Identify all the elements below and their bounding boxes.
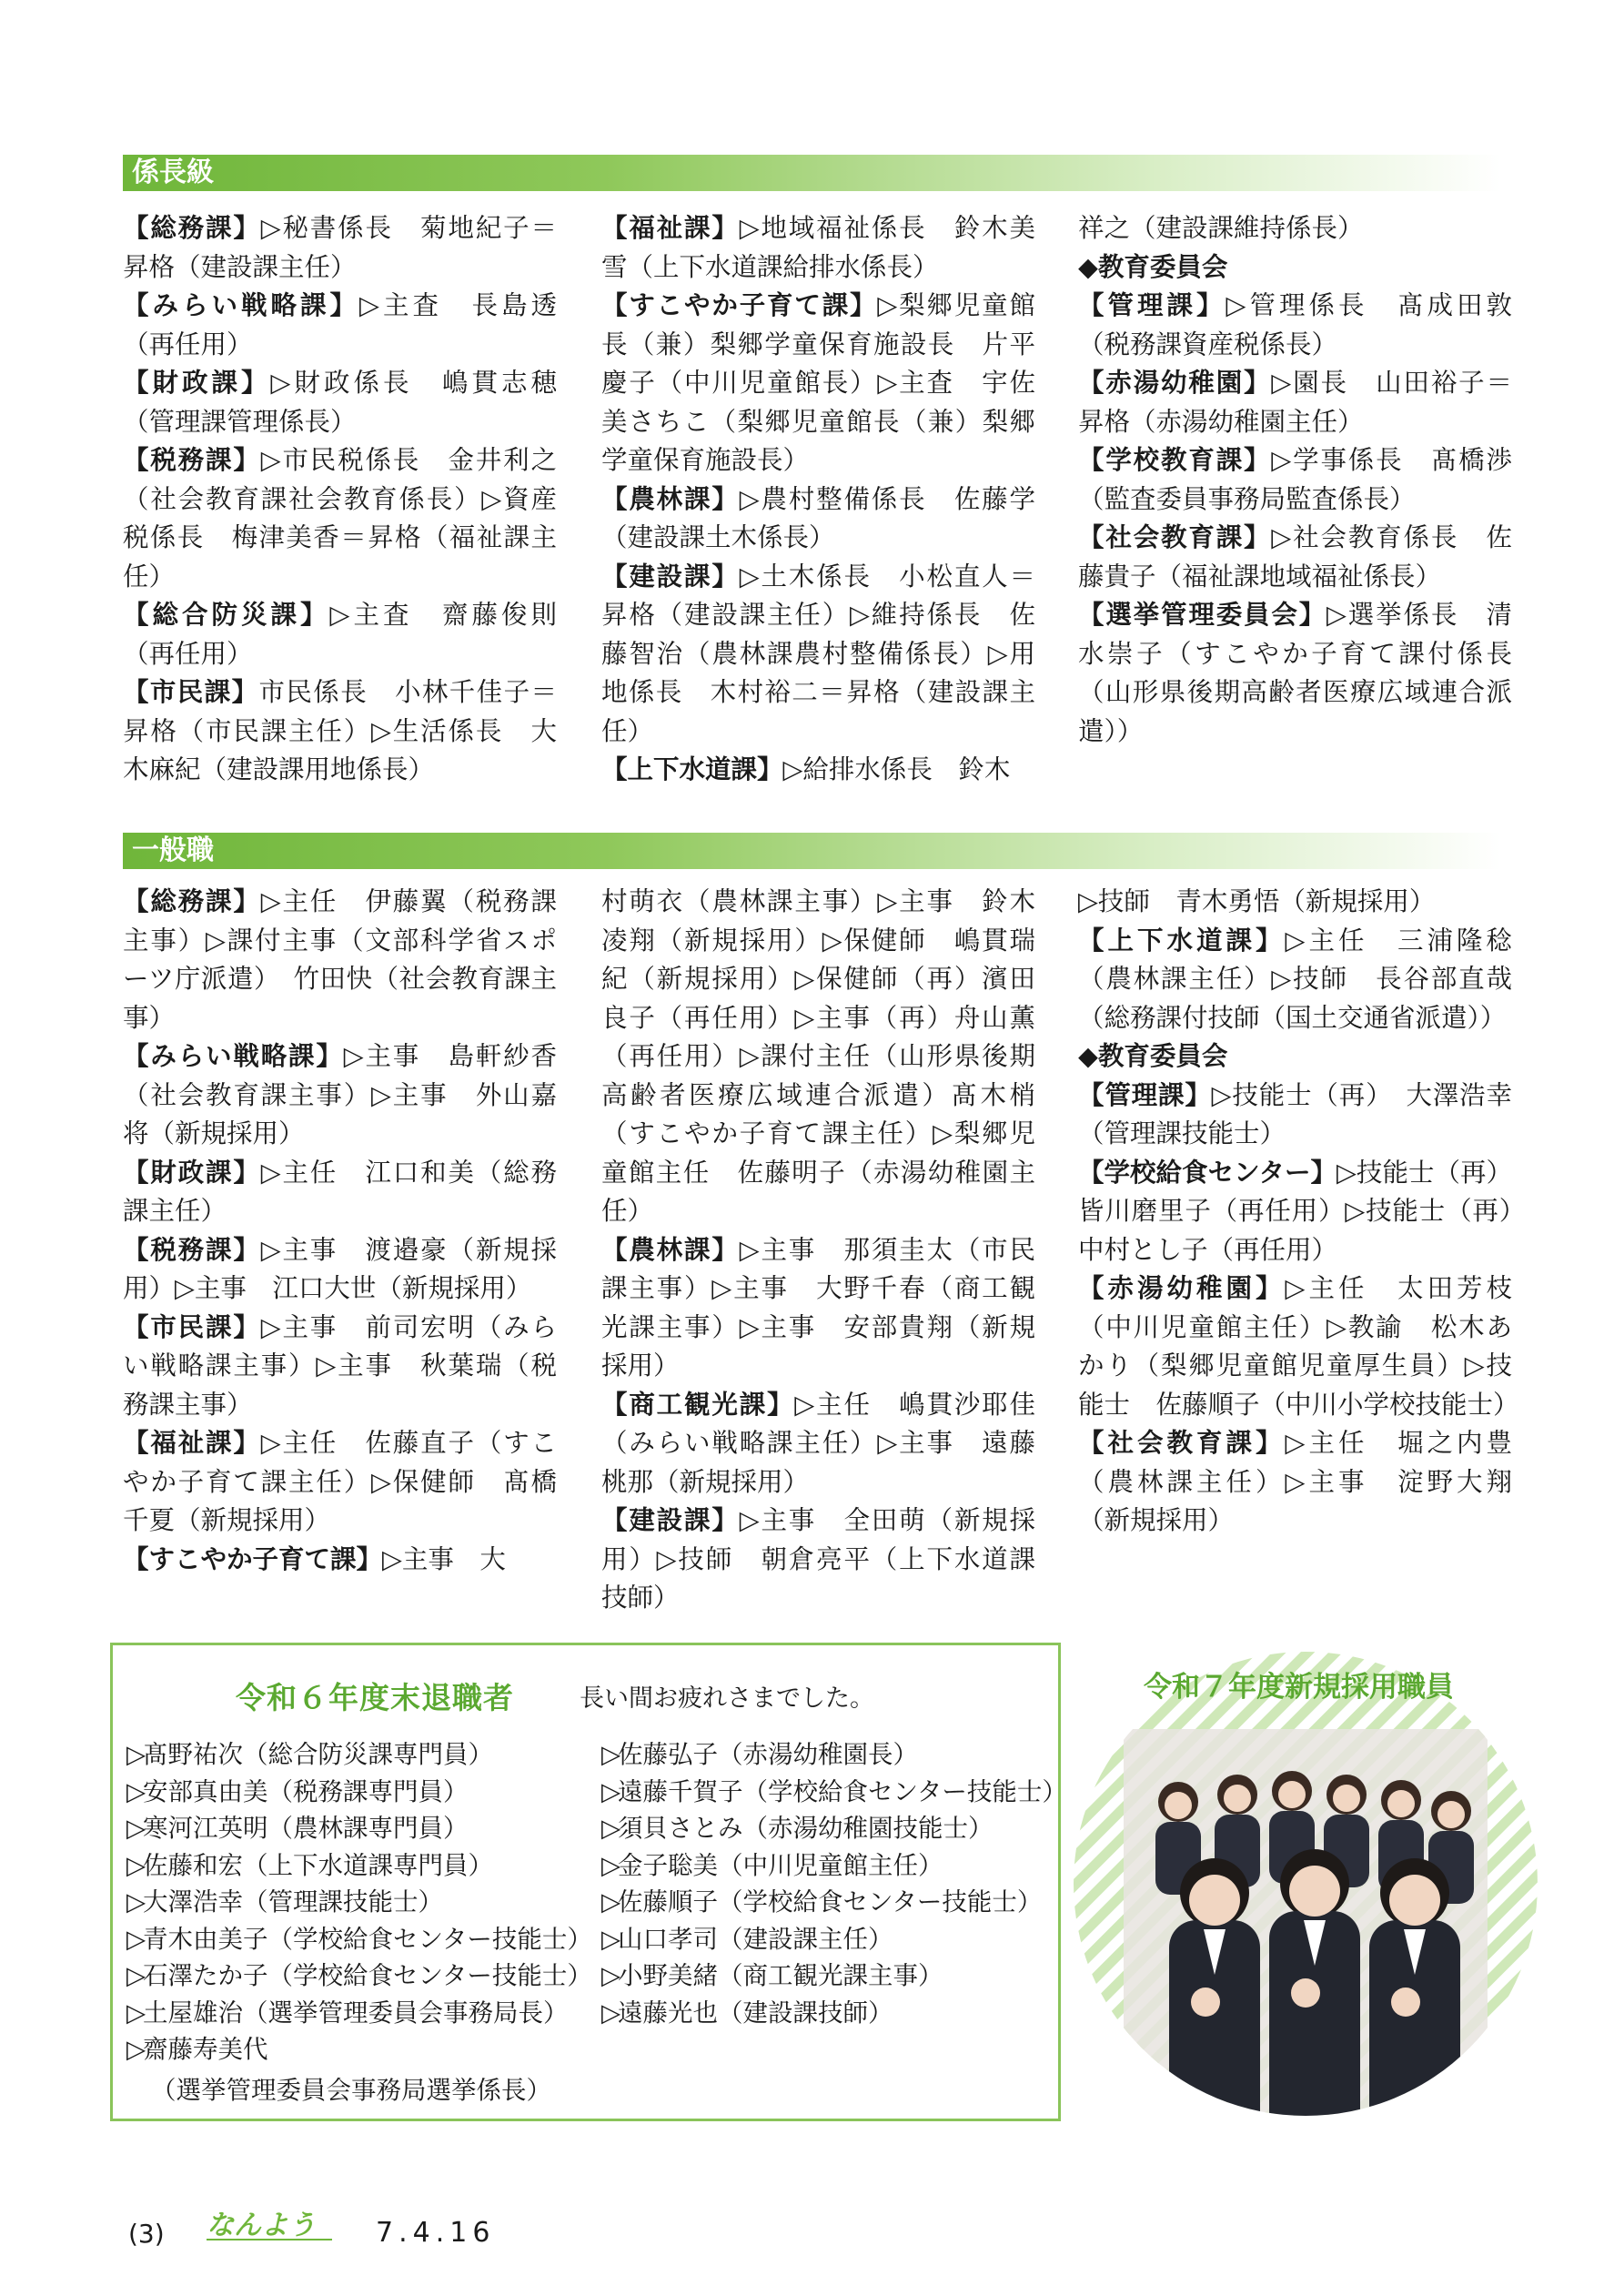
new-hires-photo-area: [1069, 1629, 1533, 2139]
department-label: 【社会教育課】: [1078, 522, 1272, 552]
entry-text: ▷主事 前司宏明（みらい戦略課主事）▷主事 秋葉瑞（税務課主事）: [123, 1311, 557, 1420]
entry-text: ▷主任 伊藤翼（税務課主事）▷課付主事（文部科学省スポーツ庁派遣） 竹田快（社会教育課主事）: [123, 886, 557, 1033]
retiree-name: 寒河江英明（農林課専門員）: [143, 1814, 469, 1843]
retiree-name: 山口孝司（建設課主任）: [618, 1924, 893, 1954]
personnel-entry: [601, 558, 1035, 752]
entry-text: ▷社会教育係長 佐藤貴子（福祉課地域福祉係長）: [1078, 522, 1512, 592]
department-label: 【上下水道課】: [1078, 925, 1286, 956]
retiree-name: 齋藤寿美代: [143, 2035, 268, 2064]
department-label: 【市民課】: [123, 677, 259, 707]
triangle-bullet-icon: ▷: [126, 1998, 146, 2028]
triangle-bullet-icon: ▷: [601, 1961, 621, 1990]
entry-text: ▷梨郷児童館長（兼）梨郷学童保育施設長 片平慶子（中川児童館長）▷主査 宇佐美さちこ（梨郷児童館長（兼）梨郷学童保育施設長）: [601, 290, 1035, 475]
retiree-item: [601, 1957, 1067, 1995]
department-label: 【みらい戦略課】: [123, 290, 360, 320]
new-hires-photo: [1069, 1629, 1533, 2139]
retiree-name: 土屋雄治（選挙管理委員会事務局長）: [143, 1998, 569, 2028]
personnel-entry: [601, 751, 1035, 790]
personnel-entry: [601, 209, 1035, 287]
department-label: 【赤湯幼稚園】: [1078, 1273, 1286, 1303]
retiree-item: [126, 1847, 592, 1885]
retiree-item: [601, 1736, 1067, 1774]
personnel-entry: [123, 209, 557, 287]
personnel-entry: [1078, 596, 1512, 751]
retiree-item: [601, 1810, 1067, 1847]
personnel-entry: [123, 1231, 557, 1309]
personnel-entry: [1078, 364, 1512, 441]
department-label: 【学校教育課】: [1078, 445, 1272, 475]
entry-text: ▷管理係長 髙成田敦（税務課資産税係長）: [1078, 290, 1512, 359]
subsection-heading: ◆教育委員会: [1078, 1041, 1228, 1071]
entry-text: ▷土木係長 小松直人＝昇格（建設課主任）▷維持係長 佐藤智治（農林課農村整備係長）▷用地係長 木村裕二＝昇格（建設課主任）: [601, 561, 1035, 746]
page-number: (3): [128, 2219, 165, 2249]
personnel-entry: [601, 883, 1035, 1231]
triangle-bullet-icon: ▷: [126, 1887, 146, 1917]
retiree-item: [601, 1847, 1067, 1885]
triangle-bullet-icon: ▷: [601, 1850, 621, 1880]
department-label: 【商工観光課】: [601, 1389, 795, 1420]
department-label: 【みらい戦略課】: [123, 1041, 344, 1071]
department-label: 【すこやか子育て課】: [123, 1543, 383, 1574]
department-label: 【管理課】: [1078, 290, 1226, 320]
department-label: 【市民課】: [123, 1311, 261, 1342]
triangle-bullet-icon: ▷: [126, 1850, 146, 1880]
triangle-bullet-icon: ▷: [126, 1924, 146, 1954]
retiree-name: 安部真由美（税務課専門員）: [143, 1776, 469, 1806]
personnel-entry: [1078, 883, 1512, 922]
retiree-name: 髙野祐次（総合防災課専門員）: [143, 1740, 493, 1769]
personnel-entry: [123, 287, 557, 364]
section-header-kakaricho: [123, 155, 1501, 191]
department-label: 【学校給食センター】: [1078, 1157, 1337, 1188]
retiree-item: [126, 1995, 592, 2032]
entry-text: ▷主任 太田芳枝（中川児童館主任）▷教諭 松木あかり（梨郷児童館児童厚生員）▷技能士 佐藤順子（中川小学校技能士）: [1078, 1273, 1519, 1420]
retiree-name: 佐藤弘子（赤湯幼稚園長）: [618, 1740, 918, 1769]
new-hires-title: 令和７年度新規採用職員: [1144, 1671, 1454, 1704]
retiree-item: [126, 1884, 592, 1921]
department-label: 【財政課】: [123, 368, 271, 398]
kakaricho-column-3: [1078, 209, 1512, 801]
department-label: 【農林課】: [601, 483, 740, 514]
department-label: 【管理課】: [1078, 1079, 1212, 1110]
subsection-heading: ◆教育委員会: [1078, 251, 1228, 282]
personnel-entry: [123, 673, 557, 790]
department-label: 【上下水道課】: [601, 754, 783, 784]
personnel-entry: [123, 1424, 557, 1541]
personnel-entry: [1078, 519, 1512, 596]
retiree-item: [126, 1957, 592, 1995]
personnel-entry: [123, 596, 557, 673]
entry-text: ▷秘書係長 菊地紀子＝昇格（建設課主任）: [123, 213, 557, 282]
retiree-name: 大澤浩幸（管理課技能士）: [143, 1887, 443, 1917]
kakaricho-column-2: [601, 209, 1035, 801]
personnel-entry: [123, 441, 557, 596]
retiree-name: 須貝さとみ（赤湯幼稚園技能士）: [618, 1814, 994, 1843]
department-label: 【建設課】: [601, 561, 740, 592]
retirement-subtitle: 長い間お疲れさまでした。: [580, 1684, 874, 1713]
personnel-entry: [601, 480, 1035, 558]
department-label: 【すこやか子育て課】: [601, 290, 878, 320]
section-title: 係長級: [132, 157, 214, 188]
personnel-entry: [123, 364, 557, 441]
department-label: 【税務課】: [123, 445, 261, 475]
department-label: 【建設課】: [601, 1505, 740, 1535]
section-title: 一般職: [132, 834, 214, 866]
triangle-bullet-icon: ▷: [601, 1887, 621, 1917]
department-label: 【福祉課】: [123, 1428, 261, 1458]
entry-text: ▷技師 青木勇悟（新規採用）: [1078, 886, 1436, 916]
department-label: 【総務課】: [123, 213, 261, 243]
department-label: 【税務課】: [123, 1234, 261, 1265]
entry-text: ▷主事 大: [382, 1543, 506, 1574]
personnel-entry: [1078, 441, 1512, 519]
entry-text: ▷主事 渡邉豪（新規採用）▷主事 江口大世（新規採用）: [123, 1234, 557, 1303]
entry-text: ▷主査 長島透（再任用）: [123, 290, 557, 359]
personnel-entry: [1078, 209, 1512, 248]
personnel-entry: [123, 1154, 557, 1231]
triangle-bullet-icon: ▷: [126, 1776, 146, 1806]
personnel-entry: [123, 883, 557, 1037]
personnel-entry: [1078, 922, 1512, 1038]
personnel-entry: [123, 1541, 557, 1580]
kakaricho-column-1: [123, 209, 557, 801]
department-label: 【赤湯幼稚園】: [1078, 368, 1272, 398]
personnel-entry: [601, 287, 1035, 480]
entry-text: ▷給排水係長 鈴木: [782, 754, 1011, 784]
retiree-name: 遠藤光也（建設課技師）: [618, 1998, 893, 2028]
personnel-entry: [1078, 1269, 1519, 1424]
retirement-list-note: （選挙管理委員会事務局選挙係長）: [151, 2076, 551, 2105]
retiree-name: 遠藤千賀子（学校給食センター技能士）: [618, 1776, 1067, 1806]
department-label: 【農林課】: [601, 1234, 740, 1265]
personnel-entry: [601, 1231, 1035, 1386]
entry-text: ▷主事 島軒紗香（社会教育課主事）▷主事 外山嘉将（新規採用）: [123, 1041, 557, 1148]
entry-text: ▷財政係長 嶋貫志穂（管理課管理係長）: [123, 368, 557, 437]
department-label: 【財政課】: [123, 1157, 261, 1188]
entry-text: ▷主査 齋藤俊則（再任用）: [123, 600, 557, 669]
entry-text: ▷主任 佐藤直子（すこやか子育て課主任）▷保健師 髙橋千夏（新規採用）: [123, 1428, 557, 1535]
triangle-bullet-icon: ▷: [601, 1776, 621, 1806]
personnel-entry: [123, 1309, 557, 1425]
entry-text: ▷主任 三浦隆稔（農林課主任）▷技師 長谷部直哉（総務課付技師（国土交通省派遣））: [1078, 925, 1512, 1033]
entry-text: ▷主事 全田萌（新規採用）▷技師 朝倉亮平（上下水道課技師）: [601, 1505, 1035, 1613]
svg-text:なんよう: なんよう: [207, 2210, 316, 2241]
retiree-item: [126, 2031, 592, 2068]
entry-text: ▷学事係長 髙橋渉（監査委員事務局監査係長）: [1078, 445, 1512, 514]
retiree-name: 青木由美子（学校給食センター技能士）: [143, 1924, 592, 1954]
retiree-item: [126, 1810, 592, 1847]
retirement-list-left: [126, 1736, 592, 2068]
retiree-item: [601, 1774, 1067, 1811]
retiree-name: 佐藤和宏（上下水道課専門員）: [143, 1850, 493, 1880]
personnel-entry: [1078, 287, 1512, 364]
retiree-name: 石澤たか子（学校給食センター技能士）: [143, 1961, 592, 1990]
entry-text: ▷農村整備係長 佐藤学（建設課土木係長）: [601, 483, 1035, 552]
nanyo-logo: [205, 2207, 341, 2247]
entry-text: ▷市民税係長 金井利之（社会教育課社会教育係長）▷資産税係長 梅津美香＝昇格（福祉課主任）: [123, 445, 557, 592]
entry-text: 市民係長 小林千佳子＝昇格（市民課主任）▷生活係長 大木麻紀（建設課用地係長）: [123, 677, 557, 784]
retiree-item: [601, 1995, 1067, 2032]
triangle-bullet-icon: ▷: [126, 2035, 146, 2064]
ippan-column-1: [123, 883, 557, 1593]
ippan-column-2: [601, 883, 1035, 1613]
section-header-ippan: [123, 833, 1501, 869]
entry-text: ▷園長 山田裕子＝昇格（赤湯幼稚園主任）: [1078, 368, 1512, 437]
personnel-entry: [1078, 1424, 1512, 1541]
triangle-bullet-icon: ▷: [126, 1740, 146, 1769]
entry-text: ▷地域福祉係長 鈴木美雪（上下水道課給排水係長）: [601, 213, 1035, 282]
retiree-item: [126, 1921, 592, 1958]
retiree-item: [126, 1774, 592, 1811]
department-label: 【総合防災課】: [123, 600, 330, 630]
issue-date: 7.4.16: [376, 2217, 496, 2249]
entry-text: ▷主任 嶋貫沙耶佳（みらい戦略課主任）▷主事 遠藤桃那（新規採用）: [601, 1389, 1035, 1497]
personnel-entry: [601, 1502, 1035, 1618]
entry-text: ▷主事 那須圭太（市民課主事）▷主事 大野千春（商工観光課主事）▷主事 安部貴翔（新規採用）: [601, 1234, 1035, 1381]
triangle-bullet-icon: ▷: [126, 1814, 146, 1843]
entry-text: 祥之（建設課維持係長）: [1078, 213, 1364, 243]
triangle-bullet-icon: ▷: [601, 1814, 621, 1843]
entry-text: ▷主任 堀之内豊（農林課主任）▷主事 淀野大翔（新規採用）: [1078, 1428, 1512, 1535]
department-label: 【福祉課】: [601, 213, 740, 243]
entry-text: 村萌衣（農林課主事）▷主事 鈴木凌翔（新規採用）▷保健師 嶋貫瑞紀（新規採用）▷保健師（再）濱田良子（再任用）▷主事（再）舟山薫（再任用）▷課付主任（山形県後期高齢者医療広域連合派遣）髙木梢（すこやか子育て課主任）▷梨郷児童館主任 佐藤明子（赤湯幼稚園主任）: [601, 886, 1035, 1226]
retiree-name: 小野美緒（商工観光課主事）: [618, 1961, 943, 1990]
retiree-name: 佐藤順子（学校給食センター技能士）: [618, 1887, 1043, 1917]
department-label: 【総務課】: [123, 886, 261, 916]
entry-text: ▷技能士（再）皆川磨里子（再任用）▷技能士（再）中村とし子（再任用）: [1078, 1157, 1512, 1265]
personnel-entry: [1078, 1077, 1512, 1154]
retirement-box: [110, 1643, 1067, 2121]
personnel-entry: [123, 1037, 557, 1154]
retiree-item: [126, 1736, 592, 1774]
retiree-item: [601, 1921, 1067, 1958]
department-label: 【選挙管理委員会】: [1078, 600, 1327, 630]
entry-text: ▷主任 江口和美（総務課主任）: [123, 1157, 557, 1226]
triangle-bullet-icon: ▷: [126, 1961, 146, 1990]
ippan-column-3: [1078, 883, 1519, 1593]
entry-text: ▷選挙係長 清水崇子（すこやか子育て課付係長（山形県後期高齢者医療広域連合派遣））: [1078, 600, 1512, 746]
entry-text: ▷技能士（再） 大澤浩幸（管理課技能士）: [1078, 1079, 1512, 1148]
triangle-bullet-icon: ▷: [601, 1924, 621, 1954]
retiree-name: 金子聡美（中川児童館主任）: [618, 1850, 943, 1880]
triangle-bullet-icon: ▷: [601, 1998, 621, 2028]
personnel-entry: [1078, 1154, 1512, 1270]
personnel-entry: [601, 1386, 1035, 1502]
retiree-item: [601, 1884, 1067, 1921]
department-label: 【社会教育課】: [1078, 1428, 1286, 1458]
triangle-bullet-icon: ▷: [601, 1740, 621, 1769]
retirement-list-right: [601, 1736, 1067, 2031]
retirement-title: 令和６年度末退職者: [236, 1680, 514, 1715]
